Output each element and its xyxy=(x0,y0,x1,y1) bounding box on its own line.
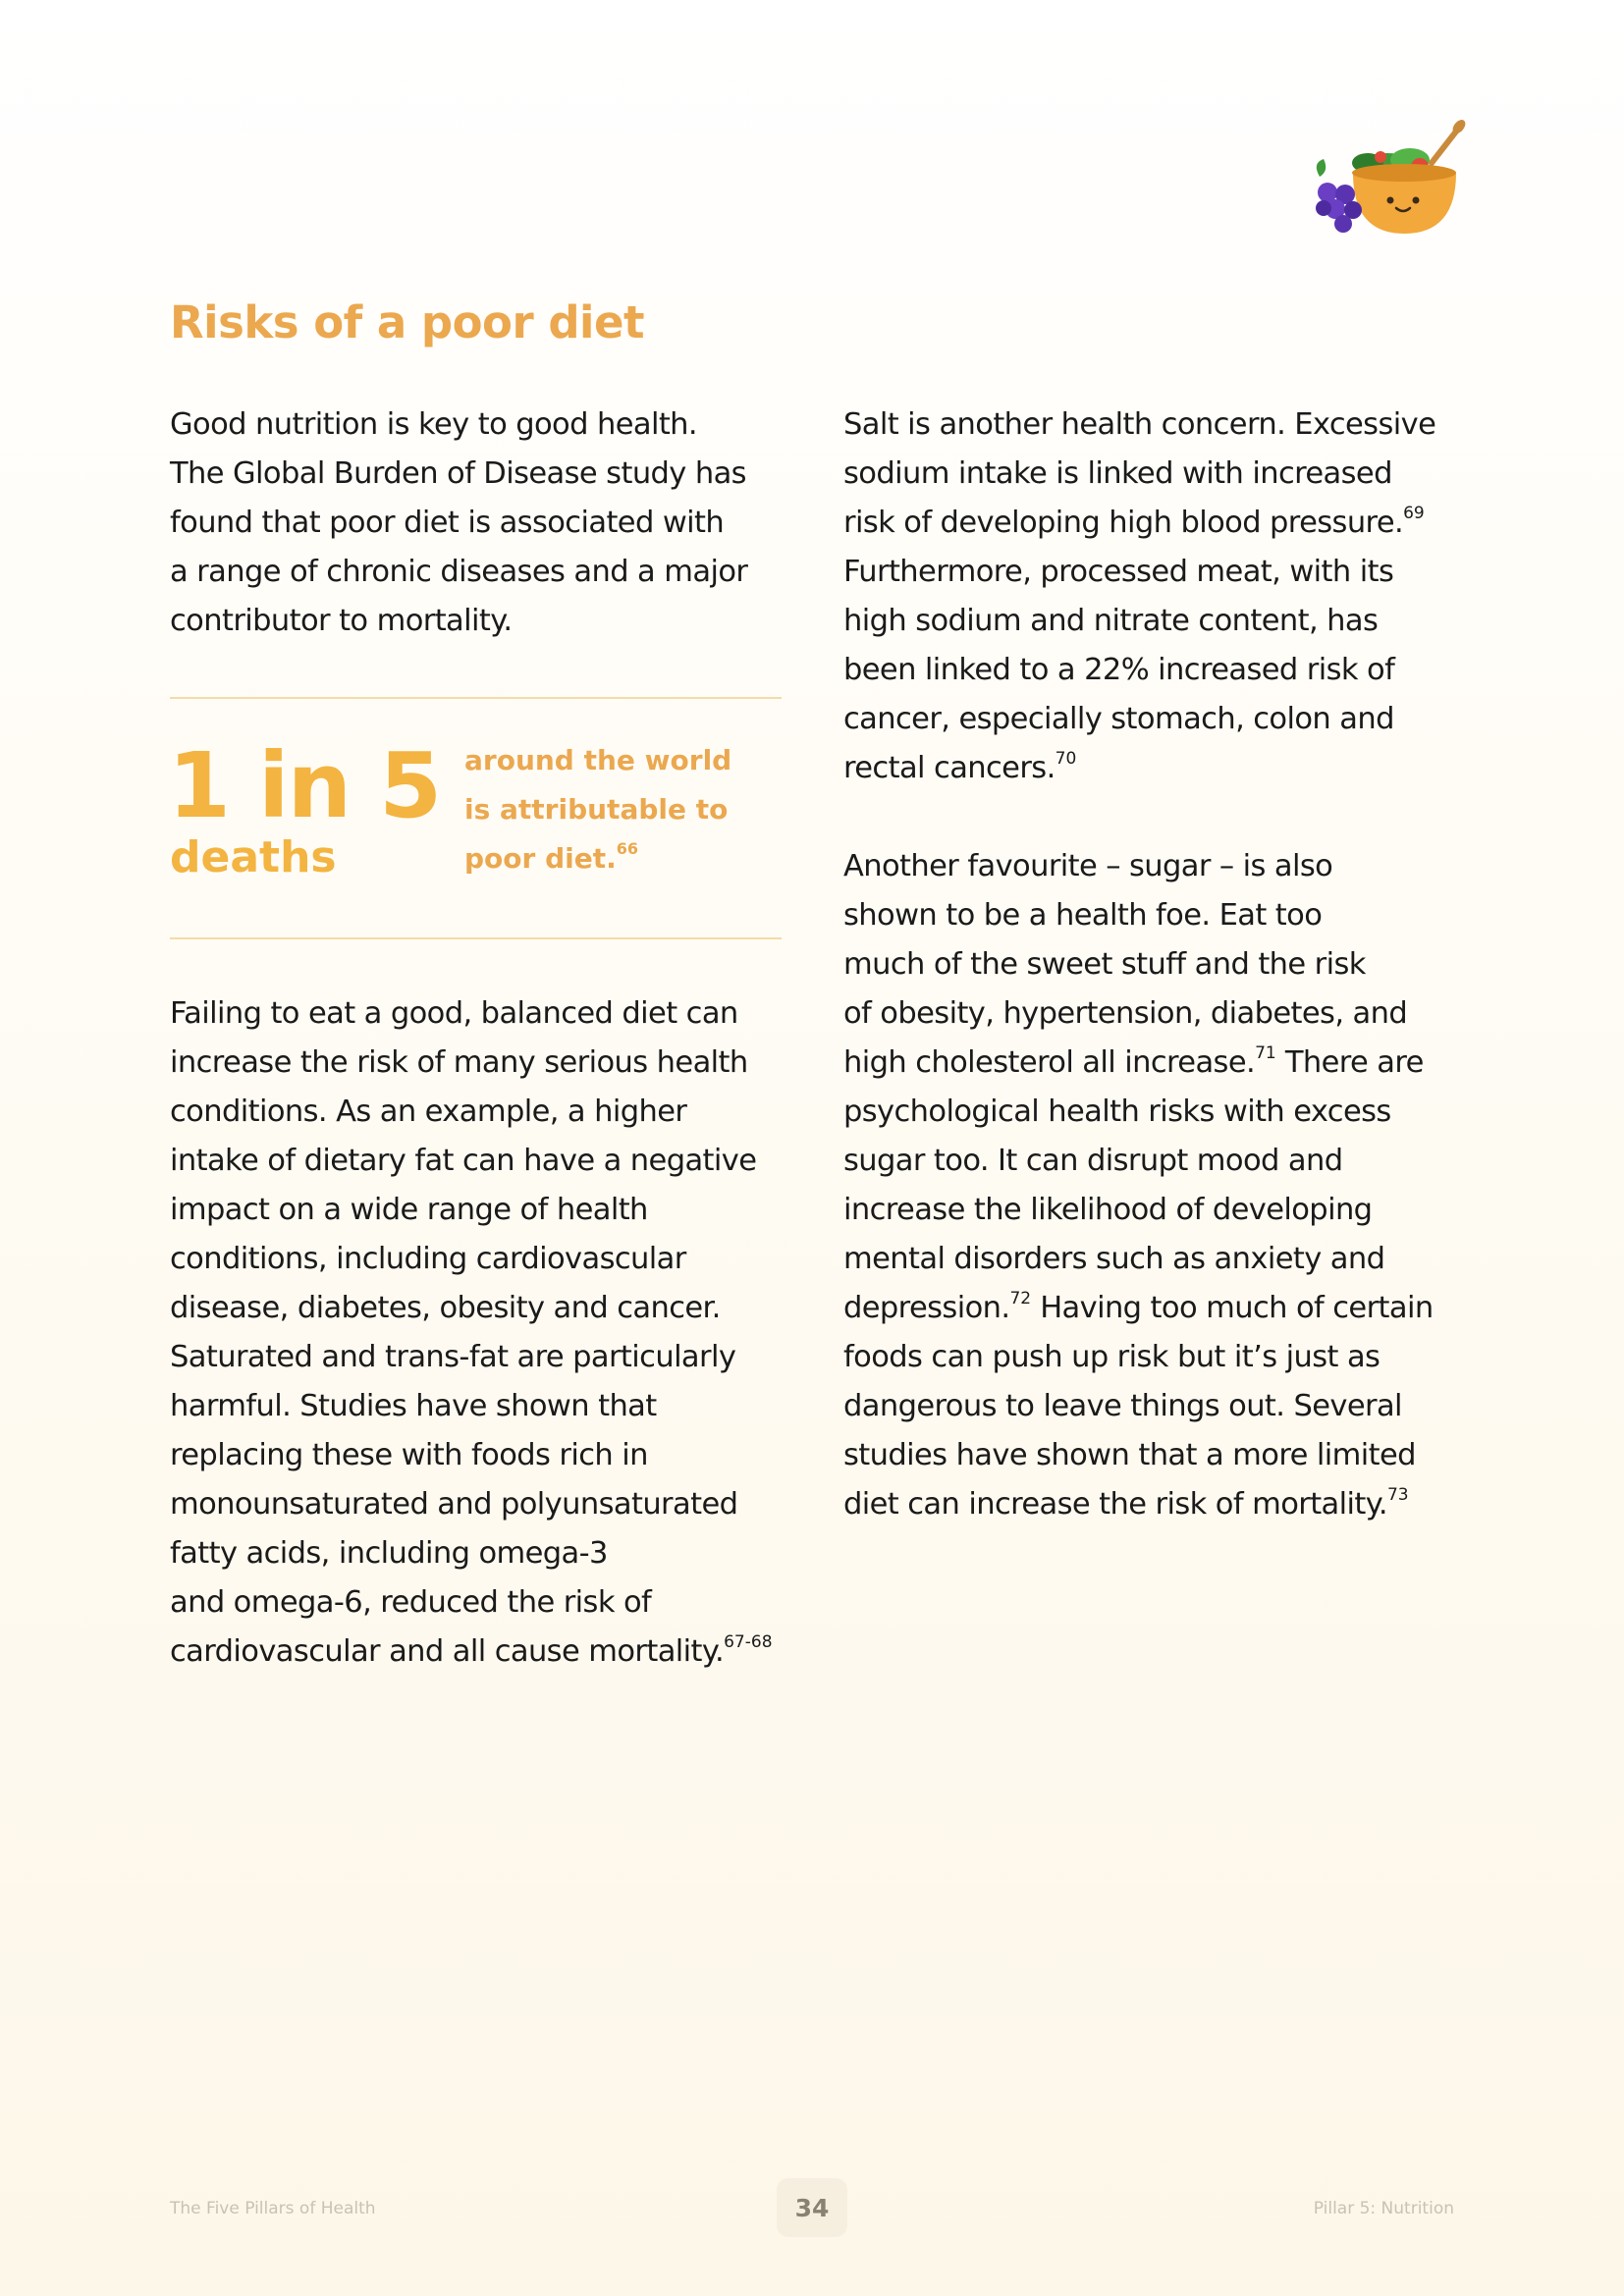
sugar-paragraph xyxy=(843,842,1472,1529)
fat-paragraph xyxy=(170,989,788,1677)
footer-document-title: The Five Pillars of Health xyxy=(170,2199,376,2218)
salt-text-part-1: Salt is another health concern. Excessive sodium intake is linked with increased risk of developing high blood pressure. xyxy=(843,407,1436,540)
footnote-ref: 73 xyxy=(1386,1485,1409,1505)
divider-bottom xyxy=(170,937,782,939)
footnote-ref: 66 xyxy=(616,839,638,858)
bowl-icon xyxy=(1352,164,1456,234)
salt-text xyxy=(843,400,1472,793)
footer-section-title: Pillar 5: Nutrition xyxy=(1313,2199,1454,2218)
stat-unit: deaths xyxy=(170,832,337,882)
salad-bowl-illustration xyxy=(1294,116,1471,243)
footnote-ref: 72 xyxy=(1009,1289,1032,1308)
stat-value: 1 in 5 xyxy=(168,733,441,838)
sugar-text xyxy=(843,842,1472,1529)
fat-text xyxy=(170,989,788,1677)
divider-top xyxy=(170,697,782,699)
sugar-text-part-2: There are psychological health risks with excess sugar too. It can disrupt mood and increase the likelihood of developing mental disorders such as anxiety and depression. xyxy=(843,1045,1424,1325)
sugar-text-part-3: Having too much of certain foods can push up risk but it’s just as dangerous to leave things out. Several studies have shown that a more limited diet can increase the risk of mortality. xyxy=(843,1291,1434,1522)
fat-body: Failing to eat a good, balanced diet can increase the risk of many serious health conditions. As an example, a higher intake of dietary fat can have a negative impact on a wide range of health conditions, including cardiovascular disease, diabetes, obesity and cancer. Saturated and trans-fat are particularly harmful. Studies have shown that replacing these with foods rich in monounsaturated and polyunsaturated fatty acids, including omega-3 and omega-6, reduced the risk of cardiovascular and all cause mortality. xyxy=(170,996,757,1669)
page-title: Risks of a poor diet xyxy=(170,296,645,348)
intro-text: Good nutrition is key to good health. The Global Burden of Disease study has found that poor diet is associated with a range of chronic diseases and a major contributor to mortality. xyxy=(170,407,748,638)
footnote-ref: 70 xyxy=(1055,749,1077,769)
sugar-text-part-1: Another favourite – sugar – is also shown to be a health foe. Eat too much of the sweet stuff and the risk of obesity, hypertension, diabetes, and high cholesterol all increase. xyxy=(843,849,1408,1080)
page-number: 34 xyxy=(777,2178,847,2237)
footnote-ref: 69 xyxy=(1403,504,1425,523)
salt-text-part-2: Furthermore, processed meat, with its high sodium and nitrate content, has been linked to a 22% increased risk of cancer, especially stomach, colon and rectal cancers. xyxy=(843,555,1395,785)
salt-paragraph xyxy=(843,400,1472,793)
footnote-ref: 71 xyxy=(1255,1043,1276,1063)
footnote-ref: 67-68 xyxy=(724,1632,773,1652)
stat-description-text: around the world is attributable to poor diet. xyxy=(464,744,732,875)
stat-description xyxy=(464,736,779,883)
intro-paragraph xyxy=(170,400,788,646)
